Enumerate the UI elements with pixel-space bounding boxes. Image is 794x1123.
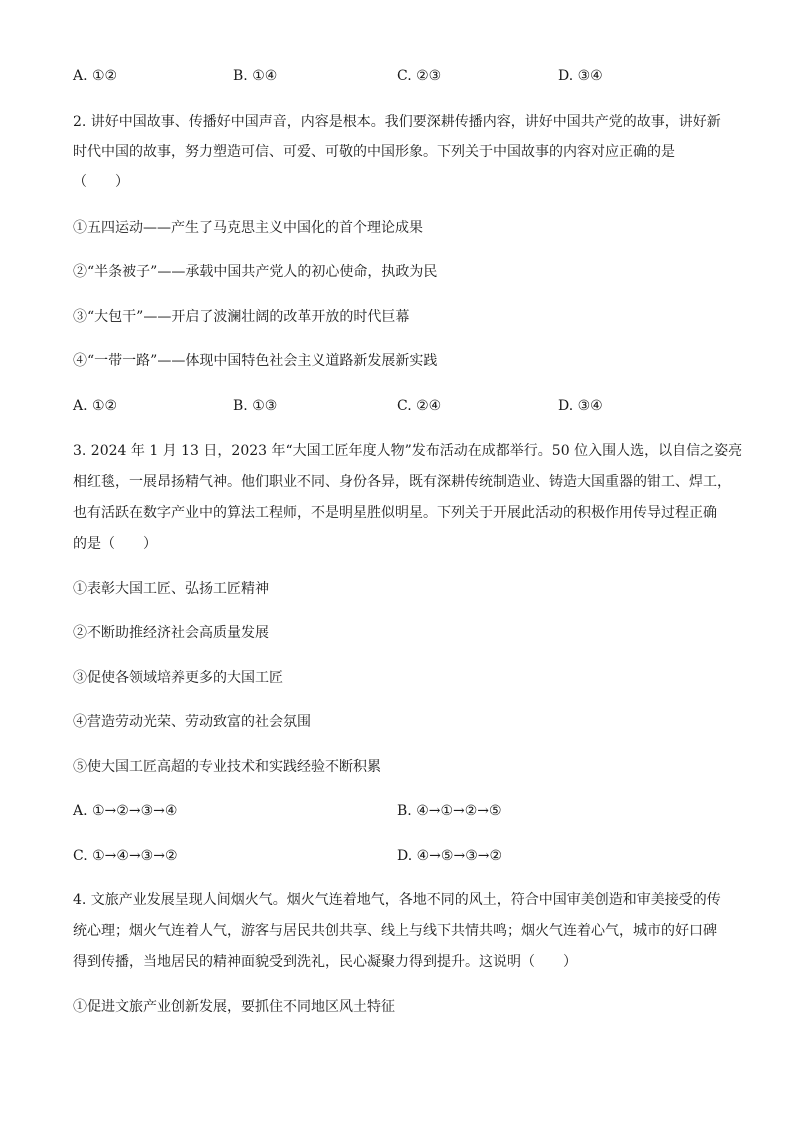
q3-item-4: ④营造劳动光荣、劳动致富的社会氛围 <box>73 714 311 730</box>
q4-item-1: ①促进文旅产业创新发展，要抓住不同地区风土特征 <box>73 999 395 1015</box>
q1-option-a[interactable]: A. ①② <box>73 68 118 84</box>
q3-item-1: ①表彰大国工匠、弘扬工匠精神 <box>73 581 269 597</box>
q2-stem-line-3: （ ） <box>73 174 129 190</box>
q2-stem-line-1: 2. 讲好中国故事、传播好中国声音，内容是根本。我们要深耕传播内容，讲好中国共产党的故事，讲好新 <box>73 114 721 130</box>
q3-stem-line-4: 的是（ ） <box>73 536 157 552</box>
q3-stem-line-2: 相红毯，一展昂扬精气神。他们职业不同、身份各异，既有深耕传统制造业、铸造大国重器的钳工、焊工， <box>73 474 731 490</box>
q2-option-a[interactable]: A. ①② <box>73 398 118 414</box>
q4-stem-line-1: 4. 文旅产业发展呈现人间烟火气。烟火气连着地气，各地不同的风土，符合中国审美创造和审美接受的传 <box>73 892 721 908</box>
q4-stem-line-2: 统心理；烟火气连着人气，游客与居民共创共享、线上与线下共情共鸣；烟火气连着心气，城市的好口碑 <box>73 923 717 939</box>
q3-stem-line-3: 也有活跃在数字产业中的算法工程师，不是明星胜似明星。下列关于开展此活动的积极作用传导过程正确 <box>73 505 717 521</box>
q2-option-b[interactable]: B. ①③ <box>233 398 278 414</box>
q3-option-a[interactable]: A. ①→②→③→④ <box>73 803 178 819</box>
q4-stem-line-3: 得到传播，当地居民的精神面貌受到洗礼，民心凝聚力得到提升。这说明（ ） <box>73 954 577 970</box>
q2-item-3: ③“大包干”——开启了波澜壮阔的改革开放的时代巨幕 <box>73 309 410 325</box>
q3-item-3: ③促使各领域培养更多的大国工匠 <box>73 670 283 686</box>
q1-option-b[interactable]: B. ①④ <box>233 68 278 84</box>
q2-item-2: ②“半条被子”——承载中国共产党人的初心使命，执政为民 <box>73 264 438 280</box>
q2-option-d[interactable]: D. ③④ <box>558 398 603 414</box>
q3-option-d[interactable]: D. ④→⑤→③→② <box>397 848 503 864</box>
q3-stem-line-1: 3. 2024 年 1 月 13 日，2023 年“大国工匠年度人物”发布活动在成都举行。50 位入围人选，以自信之姿亮 <box>73 443 743 459</box>
q1-option-d[interactable]: D. ③④ <box>558 68 603 84</box>
q3-item-2: ②不断助推经济社会高质量发展 <box>73 625 269 641</box>
q3-item-5: ⑤使大国工匠高超的专业技术和实践经验不断积累 <box>73 759 381 775</box>
q3-option-b[interactable]: B. ④→①→②→⑤ <box>397 803 502 819</box>
q2-item-1: ①五四运动——产生了马克思主义中国化的首个理论成果 <box>73 220 423 236</box>
q2-item-4: ④“一带一路”——体现中国特色社会主义道路新发展新实践 <box>73 353 438 369</box>
q2-option-c[interactable]: C. ②④ <box>397 398 442 414</box>
q1-option-c[interactable]: C. ②③ <box>397 68 442 84</box>
q2-stem-line-2: 时代中国的故事，努力塑造可信、可爱、可敬的中国形象。下列关于中国故事的内容对应正确的是 <box>73 144 675 160</box>
q3-option-c[interactable]: C. ①→④→③→② <box>73 848 178 864</box>
